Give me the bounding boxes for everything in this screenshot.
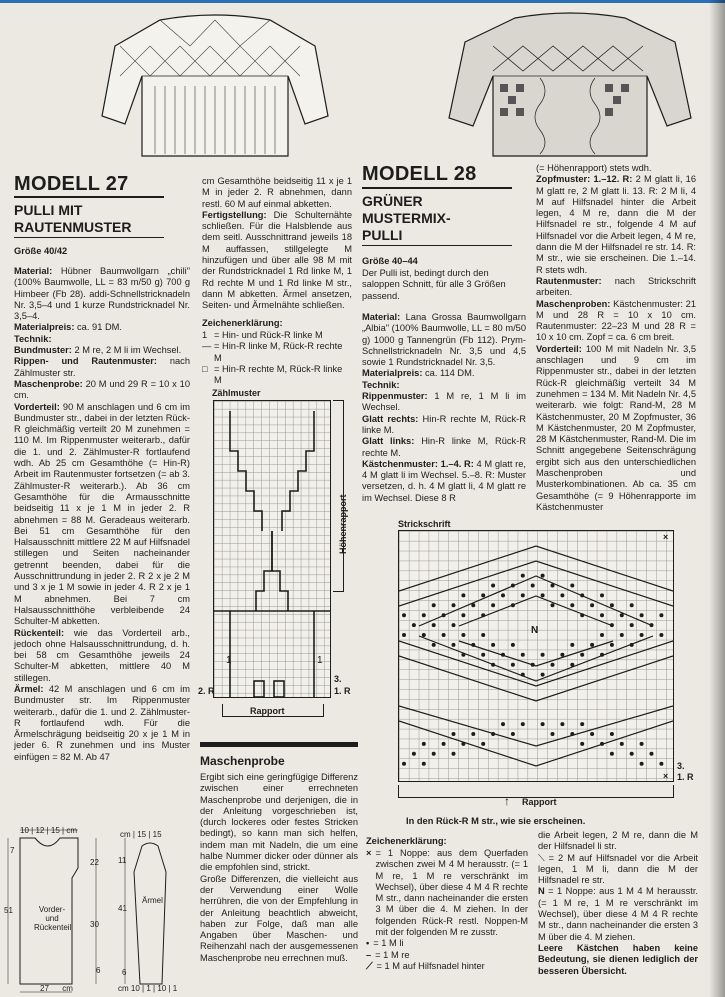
purl-dot: [442, 742, 446, 746]
cable-left-icon: ⟋: [366, 960, 373, 971]
instruction-text: 20 M und 29 R = 10 x 10 cm.: [14, 378, 190, 401]
svg-text:1: 1: [226, 655, 232, 666]
purl-dot: [570, 584, 574, 588]
bobble-x-icon: ×: [366, 848, 372, 858]
purl-dot: [481, 613, 485, 617]
purl-dot: [570, 663, 574, 667]
purl-dot: [501, 722, 505, 726]
schema-label: cm: [62, 984, 73, 993]
instruction-paragraph: [362, 368, 526, 379]
schema-label: 27: [40, 984, 49, 993]
purl-dot: [531, 584, 535, 588]
model-28-subtitle-1: GRÜNER: [362, 193, 423, 209]
instruction-paragraph: [14, 379, 190, 402]
instruction-paragraph: [362, 380, 526, 391]
purl-dot: [600, 633, 604, 637]
purl-dot: [580, 613, 584, 617]
purl-dot: [452, 643, 456, 647]
purl-dot: [551, 663, 555, 667]
sweater-illustration-28: [445, 6, 695, 166]
purl-dot: [580, 742, 584, 746]
purl-dot: [659, 762, 663, 766]
instruction-text: nach Strickschrift arbeiten.: [536, 275, 696, 298]
instruction-paragraph: [14, 402, 190, 628]
page-edge-shadow: [709, 0, 725, 997]
schema-piece-front-back: Vorder- und Rückenteil: [34, 905, 72, 932]
purl-dot: [521, 574, 525, 578]
purl-dot: [541, 653, 545, 657]
schema-label: 41: [118, 904, 127, 913]
purl-dot: [630, 643, 634, 647]
model-27-column-2: [202, 176, 352, 312]
purl-dot: [610, 643, 614, 647]
legend-symbol-empty: □: [202, 363, 208, 374]
purl-dot: [551, 603, 555, 607]
schema-label: 30: [90, 920, 99, 929]
legend-28-right: [538, 830, 698, 977]
instruction-text: 2 M re, 2 M li im Wechsel.: [71, 345, 182, 356]
instruction-text: 90 M anschlagen und 6 cm im Bundmuster str., dabei in der letzten Rück-R gleichmäßig verteilt 20 M zunehmen = 110 M. Im Rippenmuster weiterarb., dafür die 1. und 2. Zählmuster-R fortlaufend wdh. Ab 25 cm Gesamthöhe (= Hin-R) Arbeit im Rautenmuster fortsetzen (= ab 3. Zählmuster-R weiterarb.). Ab 36 cm Gesamthöhe für die Armausschnitte beidseitig 11 x je 1 M in jeder 2. R abnehmen = 88 M. Geradeaus weiterarb. Bei 51 cm Gesamthöhe für den Halsausschnitt mittlere 22 M auf Hilfsnadel stillegen und Seiten nacheinander getrennt beenden, dabei für die Ausschnittrundung in jeder 2. R 2 x je 2 M und 3 x je 1 M sowie in jeder 4. R 2 x je 1 M abnehmen. Bei 7 cm Halsausschnitthöhe verbleibende 24 Schulter-M abketten.: [14, 401, 190, 627]
purl-dot: [600, 742, 604, 746]
dash-icon: –: [366, 949, 372, 960]
schema-label: 6: [122, 968, 127, 977]
legend-28-right-2: = 2 M auf Hilfsnadel vor die Arbeit legen, 1 M li, dann die M der Hilfsnadel re str.: [538, 852, 698, 886]
maschenprobe-paragraph-1: Ergibt sich eine geringfügige Differenz zwischen einer errechneten Maschenprobe und derjenigen, die in der Anleitung vorgeschrieben ist, (durch lockeres oder festes Stricken bedingt), so kann man sich helfen, indem man mit Nadeln, die um eine halbe Nummer dicker oder dünner als die empfohlen sind, strickt.: [200, 772, 358, 873]
purl-dot: [511, 732, 515, 736]
purl-dot: [610, 732, 614, 736]
purl-dot: [422, 742, 426, 746]
instruction-heading: Rippenmuster:: [362, 391, 428, 402]
purl-dot: [432, 603, 436, 607]
purl-dot: [580, 722, 584, 726]
schema-piece-sleeve: Ärmel: [142, 896, 163, 905]
svg-text:N: N: [531, 625, 539, 636]
chart-28-row-1: 1. R: [677, 772, 694, 782]
model-27-subtitle-2: RAUTENMUSTER: [14, 219, 132, 235]
instruction-paragraph: [362, 391, 526, 414]
purl-dot: [521, 673, 525, 677]
model-28-column-1: [362, 312, 526, 504]
rapport-label-27: Rapport: [250, 706, 285, 716]
schema-label: 10: [20, 826, 29, 835]
purl-dot: [630, 603, 634, 607]
schema-label: 22: [90, 858, 99, 867]
instruction-heading: Rückenteil:: [14, 627, 65, 638]
purl-dot: [481, 593, 485, 597]
instruction-paragraph: [14, 356, 190, 379]
purl-dot: [491, 603, 495, 607]
instruction-heading: Material:: [362, 312, 401, 322]
instruction-heading: Maschenprobe:: [14, 378, 83, 389]
purl-dot: [461, 633, 465, 637]
instruction-text: 100 M mit Nadeln Nr. 3,5 anschlagen und 9 cm im Rippenmuster str., dabei in der letzten Rück-R gleichmäßig verteilt 34 M zunehmen = 134 M. Mit Nadeln Nr. 4,5 weiterarb. wie folgt: Rand-M, 28 M Kästchenmuster, 20 M Zopfmuster, 36 M Kästchenmuster, 20 M Zopfmuster, 28 M Kästchenmuster, Rand-M. Die im Schnitt angegebene Seitenschrägung ergibt sich aus den unterschiedlichen Maschenproben und Musterkombinationen. Ab ca. 35 cm Gesamthöhe (= 9 Höhenrapporte im Kästchenmuster: [536, 343, 696, 512]
cable-right-icon: ⟍: [538, 852, 545, 863]
purl-dot: [541, 673, 545, 677]
legend-27-item-2: = Hin-R linke M, Rück-R rechte M: [214, 341, 343, 363]
maschenprobe-rule: [200, 742, 358, 747]
legend-symbol-vertical: 1: [202, 330, 208, 340]
rapport-label-28: Rapport: [522, 797, 557, 807]
instruction-paragraph: [362, 312, 526, 368]
instruction-heading: Vorderteil:: [14, 401, 60, 412]
instruction-heading: Zopfmuster: 1.–12. R:: [536, 174, 633, 185]
purl-dot: [442, 633, 446, 637]
purl-dot: [600, 613, 604, 617]
purl-dot: [461, 742, 465, 746]
instruction-text: Hin-R linke M, Rück-R rechte M.: [362, 436, 526, 458]
schema-label: 6: [96, 966, 101, 975]
chart-28-caption: In den Rück-R M str., wie sie erscheinen.: [406, 816, 586, 826]
purl-dot: [461, 613, 465, 617]
purl-dot: [432, 752, 436, 756]
legend-28-right-3: = 1 Noppe: aus 1 M 4 M herausstr. (= 1 M re, 1 M re verschränkt im Wechsel), über diese 4 M 4 R rechte M str., dann nacheinander die ersten 3 M über die 4. M ziehen.: [538, 886, 698, 942]
schema-label: 51: [4, 906, 13, 915]
instruction-heading: Maschenproben:: [536, 298, 611, 309]
instruction-text: nach Zählmuster str.: [14, 356, 190, 378]
purl-dot: [432, 643, 436, 647]
instruction-paragraph: [536, 276, 696, 299]
instruction-heading: Materialpreis:: [362, 368, 423, 379]
purl-dot: [511, 643, 515, 647]
instruction-heading: Fertigstellung:: [202, 209, 267, 220]
purl-dot: [491, 663, 495, 667]
purl-dot: [481, 742, 485, 746]
purl-dot: [640, 762, 644, 766]
schema-label: 15: [137, 830, 147, 839]
purl-dot: [560, 653, 564, 657]
instruction-text: wie das Vorderteil arb., jedoch ohne Halsausschnittrundung, d. h. bei 58 cm Gesamthöhe jeweils 24 Schulter-M abketten, mittlere 40 M stillegen.: [14, 627, 190, 683]
model-28-subtitle-2: MUSTERMIX-: [362, 210, 451, 226]
purl-dot: [620, 633, 624, 637]
instruction-paragraph: [362, 414, 526, 437]
purl-dot: [551, 732, 555, 736]
schema-bottom-labels: [40, 984, 73, 993]
schema-label: 10: [130, 984, 140, 993]
purl-dot: [442, 613, 446, 617]
instruction-heading: Material:: [14, 266, 53, 276]
purl-dot: [481, 633, 485, 637]
purl-dot: [491, 732, 495, 736]
model-27-title: MODELL 27: [14, 173, 129, 195]
purl-dot: [541, 593, 545, 597]
purl-dot: [461, 593, 465, 597]
bobble-n-icon: N: [538, 886, 545, 897]
purl-dot: [640, 613, 644, 617]
instruction-paragraph: [14, 345, 190, 356]
purl-dot: [511, 663, 515, 667]
instruction-paragraph: [202, 176, 352, 210]
purl-dot: [570, 732, 574, 736]
purl-dot: [610, 623, 614, 627]
purl-dot: [630, 752, 634, 756]
legend-28-note: Leere Kästchen haben keine Bedeutung, sie dienen lediglich der besseren Übersicht.: [538, 942, 698, 976]
purl-dot: [452, 603, 456, 607]
legend-27: [202, 330, 352, 386]
purl-dot: [452, 732, 456, 736]
instruction-paragraph: [14, 266, 190, 322]
chart-27-row-2: 2. R: [198, 686, 215, 696]
purl-dot: [600, 593, 604, 597]
model-28-subtitle-3: PULLI: [362, 227, 403, 243]
purl-dot: [471, 603, 475, 607]
purl-dot: [659, 613, 663, 617]
schema-sleeve-bottom: cm 10 | 1 | 10 | 1: [118, 984, 178, 993]
legend-28: [366, 848, 528, 972]
schema-label: 11: [118, 856, 127, 865]
zaehlmuster-chart: [213, 400, 331, 698]
legend-27-item-3: = Hin-R rechte M, Rück-R linke M: [213, 363, 343, 386]
purl-dot: [501, 653, 505, 657]
purl-dot: [570, 643, 574, 647]
purl-dot: [422, 613, 426, 617]
model-28-intro: Der Pulli ist, bedingt durch den saloppen Schnitt, für alle 3 Größen passend.: [362, 268, 506, 301]
schema-label: 15: [152, 830, 162, 839]
schema-label: cm: [120, 830, 131, 839]
schema-label: 12: [35, 826, 45, 835]
purl-dot: [590, 732, 594, 736]
purl-dot: [521, 722, 525, 726]
purl-dot: [491, 643, 495, 647]
instruction-paragraph: [14, 628, 190, 684]
purl-dot: [521, 653, 525, 657]
instruction-heading: Glatt rechts:: [362, 413, 419, 424]
purl-dot: [560, 593, 564, 597]
instruction-text: 2 M glatt li, 16 M glatt re, 2 M glatt li. 13. R: 2 M li, 4 M auf Hilfsnadel hinter die Arbeit legen, 4 M re, dann die M der Hilfsnadel re str., folgende 4 M auf Hilfsnadel vor die Arbeit legen, 4 M re, dann die M der Hilfsnadel re str. 14. R: M str., wie sie erscheinen. Die 1.–14. R stets wdh.: [536, 174, 696, 275]
purl-dot: [659, 633, 663, 637]
model-27-size: Größe 40/42: [14, 246, 68, 256]
title-rule: [362, 187, 512, 189]
legend-28-item-3: = 1 M re: [375, 949, 410, 960]
instruction-text: (= Höhenrapport) stets wdh.: [536, 163, 652, 173]
instruction-heading: Materialpreis:: [14, 322, 75, 333]
purl-dot: [402, 762, 406, 766]
strickschrift-chart: [398, 530, 674, 782]
model-28-column-2: [536, 163, 696, 513]
model-28-size: Größe 40–44: [362, 256, 418, 266]
purl-dot: [570, 603, 574, 607]
top-color-band: [0, 0, 725, 3]
purl-dot: [620, 613, 624, 617]
purl-dot: [551, 584, 555, 588]
purl-dot: [452, 623, 456, 627]
model-28-title: MODELL 28: [362, 163, 477, 185]
instruction-heading: Vorderteil:: [536, 343, 582, 354]
purl-dot: [402, 633, 406, 637]
purl-dot: [521, 593, 525, 597]
purl-dot: [620, 742, 624, 746]
purl-dot: [580, 593, 584, 597]
purl-dot: [560, 722, 564, 726]
schema-label: 1: [146, 984, 151, 993]
maschenprobe-title: Maschenprobe: [200, 754, 285, 768]
chart-27-row-1: 1. R: [334, 686, 351, 696]
chart-28-row-3: 3.: [677, 761, 685, 771]
purl-dot: [640, 633, 644, 637]
chart-27-row-3: 3.: [334, 674, 342, 684]
instruction-heading: Technik:: [362, 379, 400, 390]
arrow-up-icon: ↑: [504, 794, 510, 808]
instruction-heading: Technik:: [14, 333, 52, 344]
purl-dot: [531, 663, 535, 667]
legend-28-item-1: = 1 Noppe: aus dem Querfaden zwischen zwei M 4 M herausstr. (= 1 M re, 1 M re verschränkt im Wechsel), über diese 4 M 4 R rechte M str., dann nacheinander die ersten 3 M über die 4. M ziehen. In der folgenden Rück-R restl. Noppen-M mit der folgenden M re zusstr.: [375, 848, 528, 938]
purl-dot: [422, 762, 426, 766]
instruction-text: 42 M anschlagen und 6 cm im Bundmuster str. Im Rippenmuster weiterarb., dafür die 1. und 2. Zählmuster-R fortlaufend wdh. Für die Ärmelschrägung beidseitig 20 x je 1 M in jeder 6. R zunehmen und ins Muster einfügen = 82 M. Ab 47: [14, 683, 190, 762]
purl-dot: [600, 653, 604, 657]
purl-dot: [610, 752, 614, 756]
schema-label: 7: [10, 846, 15, 855]
instruction-text: 4 M glatt re, 4 M glatt li im Wechsel. 5.–8. R: Muster versetzen, d. h. 4 M glatt li, 4 M glatt re im Wechsel. Diese 8 R: [362, 458, 526, 503]
instruction-paragraph: [14, 322, 190, 333]
maschenprobe-paragraph-2: Große Differenzen, die vielleicht aus der Verwendung einer Wolle herrühren, die von der Empfehlung in der Anleitung beachtlich abweicht, haben zur Folge, daß man alle Angaben über Maschen- und Reihenzahl nach der ausgemessenen Maschenprobe neu errechnen muß.: [200, 873, 358, 963]
purl-dot: [541, 722, 545, 726]
legend-28-item-2: = 1 M li: [373, 938, 404, 949]
instruction-text: Die Schulternähte schließen. Für die Halsblende aus dem seitl. Ausschnittrand jeweils 18 M auffassen, stillgelegte M hinzufügen und über alle 98 M mit der Rundstricknadel 1 Rd linke M, 1 Rd rechte M und 1 Rd linke M str., dann M abketten. Ärmel ansetzen, Seiten- und Ärmelnähte schließen.: [202, 209, 352, 311]
purl-dot: [491, 584, 495, 588]
model-27-column-1: [14, 266, 190, 763]
model-27-subtitle-1: PULLI MIT: [14, 202, 83, 218]
instruction-paragraph: [536, 174, 696, 276]
purl-dot: [511, 584, 515, 588]
instruction-paragraph: [14, 334, 190, 345]
legend-28-item-4: = 1 M auf Hilfsnadel hinter: [376, 960, 485, 971]
zaehlmuster-pattern: [214, 401, 330, 697]
instruction-heading: Rautenmuster:: [536, 275, 602, 286]
purl-dot: [501, 593, 505, 597]
schema-label: cm: [118, 984, 129, 993]
title-rule: [14, 196, 164, 198]
purl-dot: [630, 623, 634, 627]
purl-dot: [422, 633, 426, 637]
legend-28-title: Zeichenerklärung:: [366, 836, 447, 846]
instruction-heading: Kästchenmuster: 1.–4. R:: [362, 458, 474, 469]
svg-text:×: ×: [663, 532, 669, 542]
instruction-text: 1 M re, 1 M li im Wechsel.: [362, 391, 526, 413]
instruction-text: Hin-R rechte M, Rück-R linke M.: [362, 413, 526, 435]
instruction-text: ca. 91 DM.: [74, 322, 122, 333]
purl-dot: [580, 653, 584, 657]
schema-top-labels: 10 | 12 | 15 | cm: [20, 826, 77, 835]
instruction-text: Lana Grossa Baumwollgarn „Albia" (100% Baumwolle, LL = 80 m/50 g) 1000 g Tannengrün (Fb 112). Prym-Schnellstricknadeln Nr. 3,5 und 4,5 sowie 1 Rundstricknadel Nr. 3,5.: [362, 312, 526, 368]
schema-label: 15: [50, 826, 60, 835]
subtitle-rule: [362, 245, 512, 246]
svg-text:×: ×: [663, 771, 669, 781]
instruction-paragraph: [362, 436, 526, 459]
instruction-text: cm Gesamthöhe beidseitig 11 x je 1 M in jeder 2. R abnehmen, dann restl. 60 M auf einmal abketten.: [202, 176, 352, 209]
instruction-text: Kästchenmuster: 21 M und 28 R = 10 x 10 cm. Rautenmuster: 22–23 M und 28 R = 10 x 10 cm. Zopf = ca. 6 cm breit.: [536, 298, 696, 343]
purl-dot: [640, 742, 644, 746]
purl-dot: [541, 574, 545, 578]
instruction-heading: Ärmel:: [14, 683, 44, 694]
hoehenrapport-label: Höhenrapport: [338, 494, 348, 554]
schema-label: 10: [157, 984, 167, 993]
purl-dot: [412, 752, 416, 756]
purl-dot: [610, 603, 614, 607]
purl-dot: [412, 623, 416, 627]
instruction-paragraph: [536, 344, 696, 513]
instruction-text: ca. 114 DM.: [422, 368, 475, 379]
purl-dot: [590, 603, 594, 607]
schema-label: cm: [66, 826, 77, 835]
legend-28-right-1: die Arbeit legen, 2 M re, dann die M der Hilfsnadel li str.: [538, 830, 698, 852]
maschenprobe-text: [200, 772, 358, 964]
strickschrift-pattern: [399, 531, 673, 781]
schema-sleeve-top: cm | 15 | 15: [120, 830, 162, 839]
instruction-paragraph: [14, 684, 190, 763]
purl-dot: [402, 613, 406, 617]
svg-text:1: 1: [317, 655, 323, 666]
purl-dot: [452, 752, 456, 756]
purl-dot: [650, 623, 654, 627]
subtitle-rule: [14, 237, 164, 238]
chart-27-title: Zählmuster: [212, 388, 261, 398]
instruction-paragraph: [202, 210, 352, 312]
sweater-illustration-27: [100, 6, 330, 166]
chart-28-title: Strickschrift: [398, 519, 451, 529]
purl-dot: [471, 643, 475, 647]
instruction-heading: Glatt links:: [362, 436, 415, 447]
schema-label: 1: [172, 984, 178, 993]
purl-dot: [511, 603, 515, 607]
legend-27-item-1: = Hin- und Rück-R linke M: [214, 330, 323, 340]
purl-dot: [481, 653, 485, 657]
purl-dot: [471, 732, 475, 736]
instruction-text: Hübner Baumwollgarn „chili" (100% Baumwolle, LL = 83 m/50 g) 700 g Himbeer (Fb 28). addi-Schnellstricknadeln Nr. 3,5–4 und 1 kurze Rundstricknadel Nr. 3,5–4.: [14, 266, 190, 322]
purl-dot: [590, 643, 594, 647]
purl-dot: [432, 623, 436, 627]
purl-dot: [650, 752, 654, 756]
instruction-heading: Rippen- und Rautenmuster:: [14, 356, 157, 367]
purl-dot: [461, 653, 465, 657]
instruction-paragraph: [536, 163, 696, 174]
instruction-heading: Bundmuster:: [14, 345, 72, 356]
dot-icon: •: [366, 938, 370, 949]
instruction-paragraph: [536, 299, 696, 344]
instruction-paragraph: [362, 459, 526, 504]
legend-symbol-dash: —: [202, 341, 212, 352]
legend-27-title: Zeichenerklärung:: [202, 318, 283, 328]
